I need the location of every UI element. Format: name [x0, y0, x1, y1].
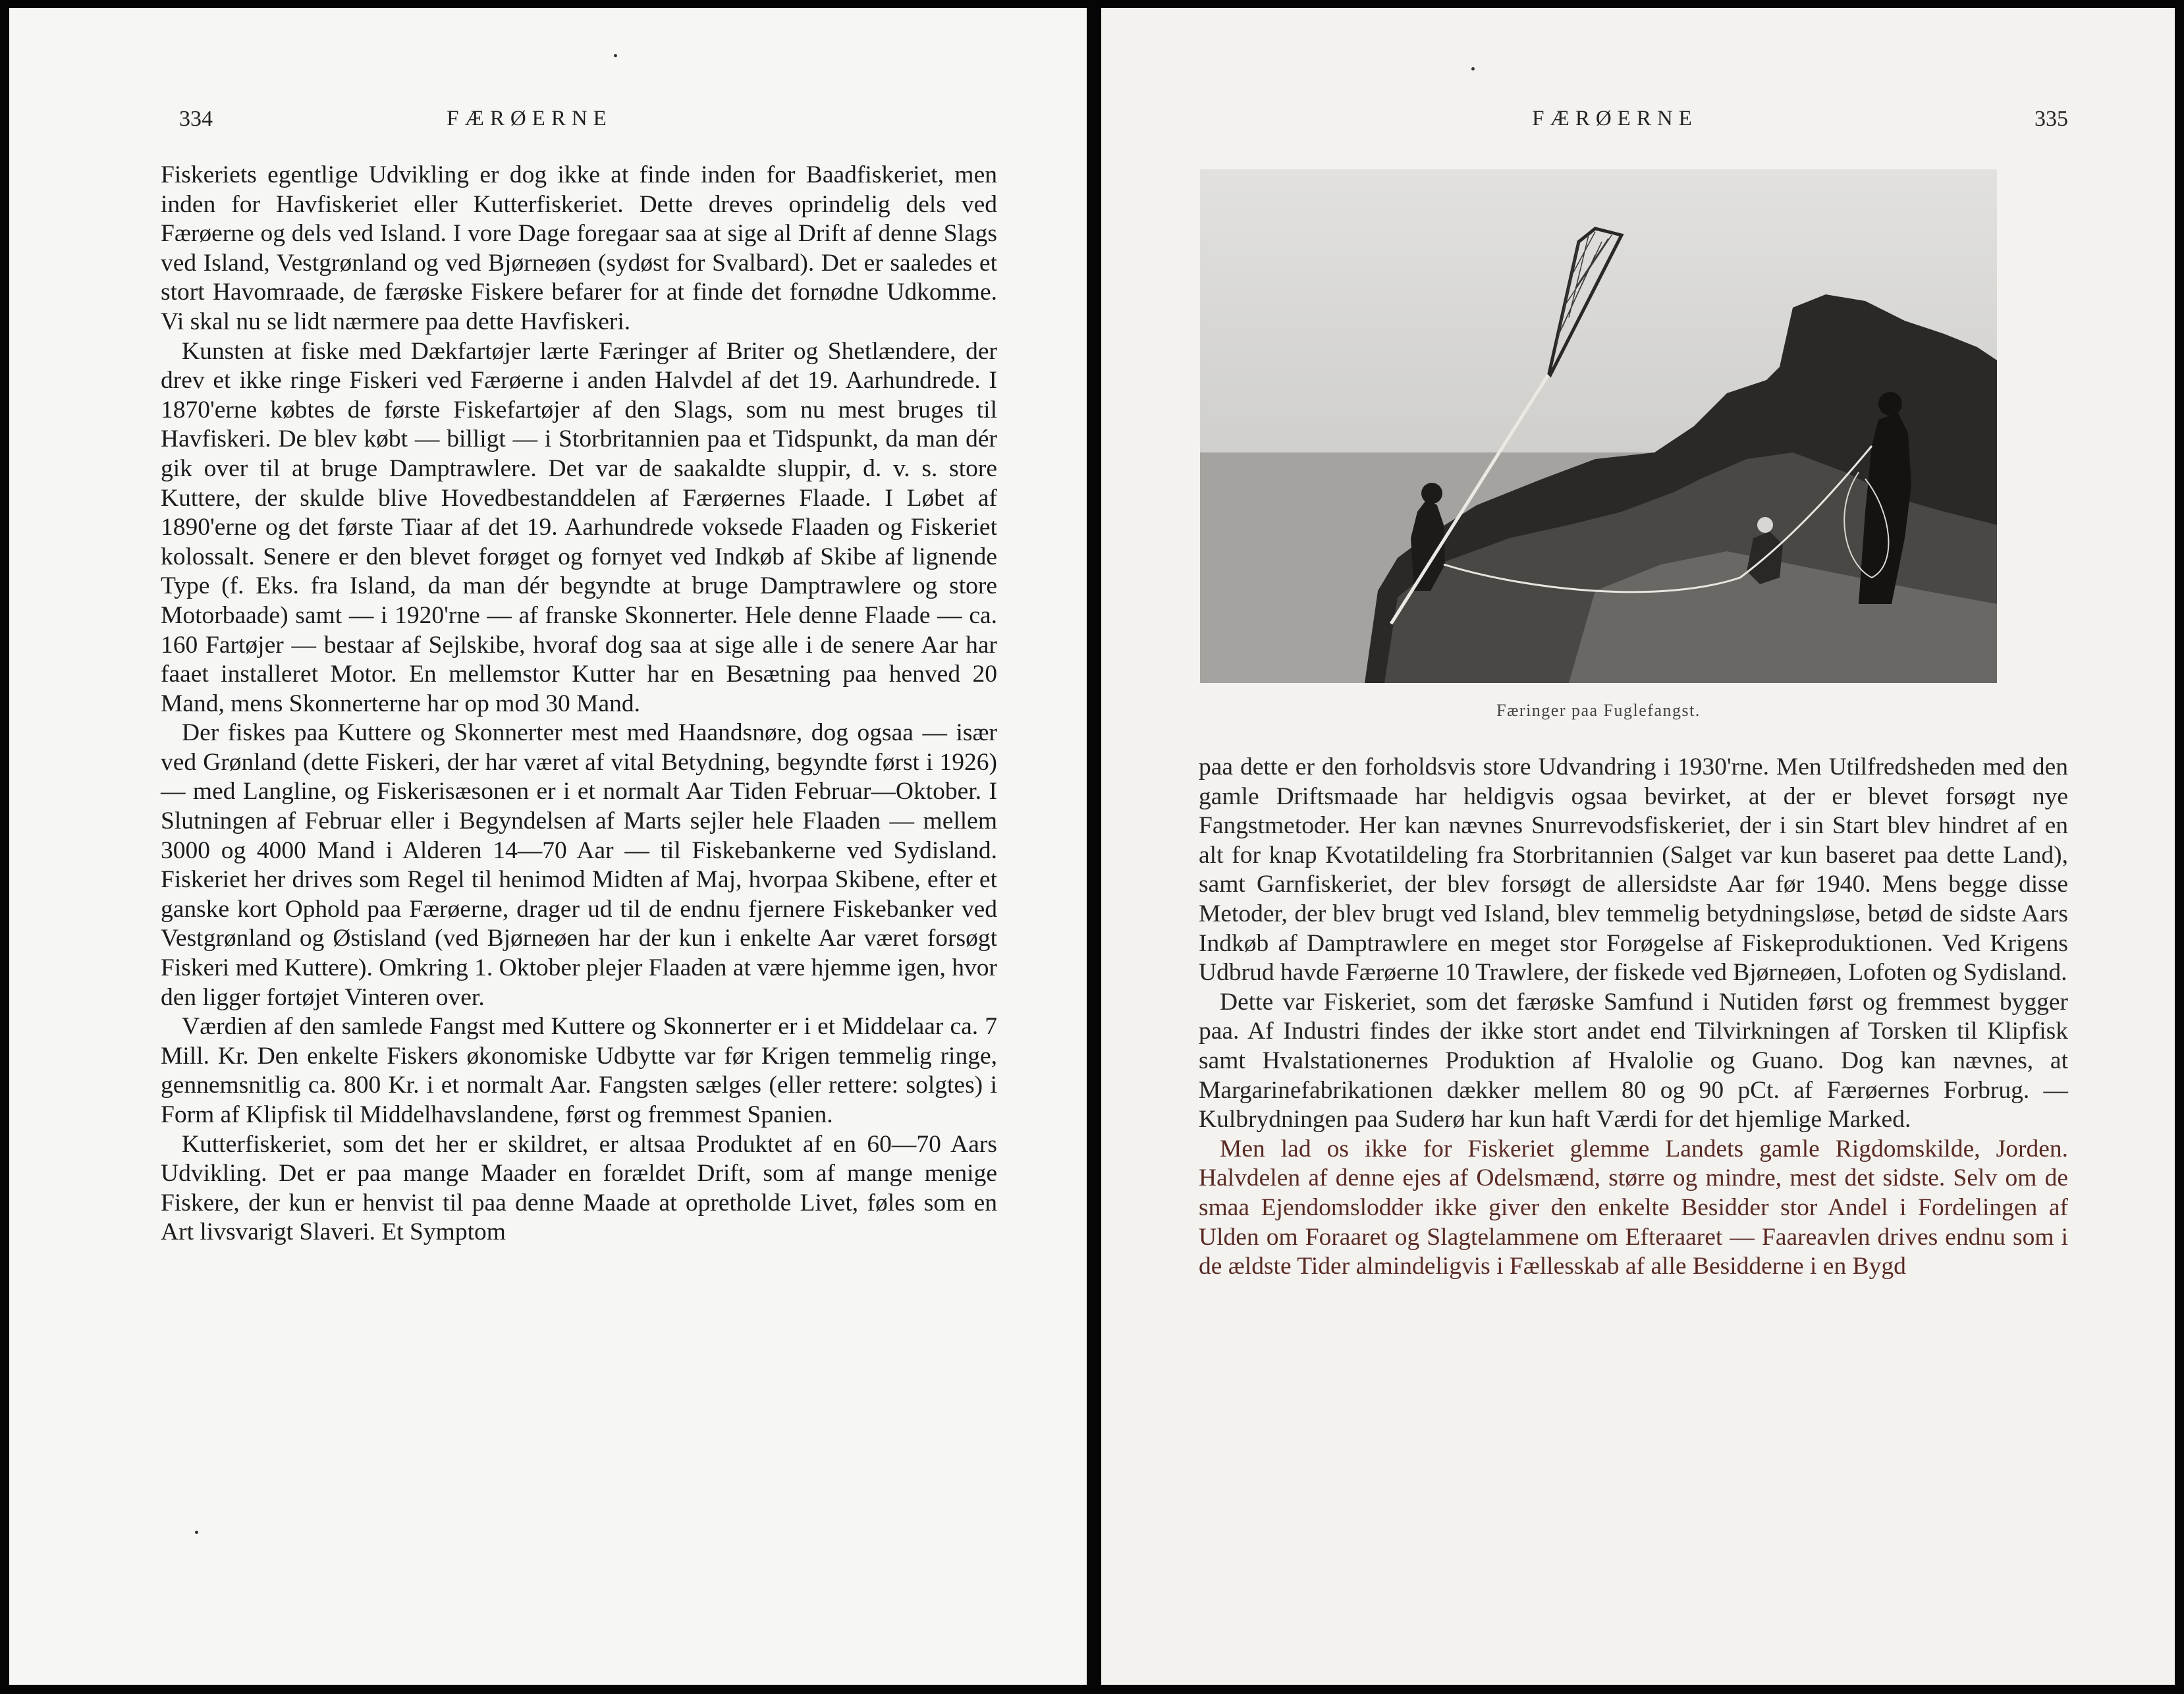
photo-caption: Færinger paa Fuglefangst. [1496, 701, 1701, 720]
paragraph: paa dette er den forholdsvis store Udvandring i 1930'rne. Men Utilfredsheden med den gamle Driftsmaade har heldigvis ogsaa bevirket, at der er blevet forsøgt nye Fangstmetoder. Her kan nævnes Snurrevodsfiskeriet, der i sin Start blev hindret af en alt for knap Kvotatildeling fra Storbritannien (Salget var kun baseret paa dette Land), samt Garnfiskeriet, der blev forsøgt de allersidste Aar før 1940. Mens begge disse Metoder, der blev brugt ved Island, blev temmelig betydningsløse, betød de sidste Aars Indkøb af Damptrawlere en meget stor Forøgelse af Fiskeproduktionen. Ved Krigens Udbrud havde Færøerne 10 Trawlere, der fiskede ved Bjørneøen, Lofoten og Sydisland. [1199, 753, 2068, 987]
paragraph: Fiskeriets egentlige Udvikling er dog ikke at finde inden for Baadfiskeriet, men inden for Havfiskeriet eller Kutterfiskeriet. Dette dreves oprindelig dels ved Færøerne og dels ved Island. I vore Dage foregaar saa at sige al Drift af denne Slags ved Island, Vestgrønland og ved Bjørneøen (sydøst for Svalbard). Det er saaledes et stort Havomraade, de færøske Fiskere befarer for at finde det fornødne Udkomme. Vi skal nu se lidt nærmere paa dette Havfiskeri. [161, 161, 997, 335]
speck [195, 1531, 198, 1534]
right-body-text [1199, 753, 2068, 1282]
left-running-head [9, 107, 1087, 146]
paragraph: Værdien af den samlede Fangst med Kuttere og Skonnerter er i et Middelaar ca. 7 Mill. Kr. Den enkelte Fiskers økonomiske Udbytte var før Krigen temmelig ringe, gennemsnitlig ca. 800 Kr. i et normalt Aar. Fangsten sælges (eller rettere: solgtes) i Form af Klipfisk til Middelhavslandene, først og fremmest Spanien. [161, 1013, 997, 1128]
page-number: 335 [2034, 107, 2068, 131]
running-title: FÆRØERNE [447, 107, 613, 130]
paragraph: Kunsten at fiske med Dækfartøjer lærte Færinger af Briter og Shetlændere, der drev et ikke ringe Fiskeri ved Færøerne i anden Halvdel af det 19. Aarhundrede. I 1870'erne købtes de første Fiskefartøjer af den Slags, som nu mest bruges til Havfiskeri. De blev købt — billigt — i Storbritannien paa et Tidspunkt, da man dér gik over til at bruge Damptrawlere. Det var de saakaldte sluppir, d. v. s. store Kuttere, der skulde blive Hovedbestanddelen af Færøernes Flaade. I Løbet af 1890'erne og det første Tiaar af det 19. Aarhundrede voksede Flaaden og Fiskeriet kolossalt. Senere er den blevet forøget og fornyet ved Indkøb af Skibe af lignende Type (f. Eks. fra Island, da man dér begyndte at bruge Damptrawlere og store Motorbaade) samt — i 1920'rne — af franske Skonnerter. Hele denne Flaade — ca. 160 Fartøjer — bestaar af Sejlskibe, hvoraf dog saa at sige alle i de senere Aar har faaet installeret Motor. En mellemstor Kutter har en Besætning paa henved 20 Mand, mens Skonnerterne har op mod 30 Mand. [161, 337, 997, 717]
photo-illustration [1200, 169, 1997, 683]
left-body-text [161, 161, 997, 1247]
speck [1471, 67, 1475, 70]
paragraph: Kutterfiskeriet, som det her er skildret, er altsaa Produktet af en 60—70 Aars Udvikling. Det er paa mange Maader en forældet Drift, som af mange menige Fiskere, der kun er henvist til paa denne Maade at opretholde Livet, føles som en Art livsvarigt Slaveri. Et Symptom [161, 1130, 997, 1246]
left-page [9, 8, 1087, 1685]
right-page [1101, 8, 2175, 1685]
paragraph: Der fiskes paa Kuttere og Skonnerter mest med Haandsnøre, dog ogsaa — især ved Grønland (dette Fiskeri, der har været af vital Betydning, begyndte først i 1926) — med Langline, og Fiskerisæsonen er i et normalt Aar Tiden Februar—Oktober. I Slutningen af Februar eller i Begyndelsen af Marts sejler hele Flaaden — mellem 3000 og 4000 Mand i Alderen 14—70 Aar — til Fiskebankerne ved Sydisland. Fiskeriet her drives som Regel til henimod Midten af Maj, hvorpaa Skibene, efter et ganske kort Ophold paa Færøerne, drager ud til de endnu fjernere Fiskebanker ved Vestgrønland og Østisland (ved Bjørneøen har der kun i enkelte Aar været forsøgt Fiskeri med Kuttere). Omkring 1. Oktober plejer Flaaden at være hjemme igen, hvor den ligger fortøjet Vinteren over. [161, 719, 997, 1011]
speck [614, 54, 617, 57]
running-title: FÆRØERNE [1532, 107, 1698, 130]
page-number: 334 [179, 107, 213, 131]
right-running-head [1101, 107, 2175, 146]
paragraph: Dette var Fiskeriet, som det færøske Samfund i Nutiden først og fremmest bygger paa. Af Industri findes der ikke stort andet end Tilvirkningen af Torsken til Klipfisk samt Hvalstationernes Produktion af Hvalolie og Guano. Dog kan nævnes, at Margarinefabrikationen dækker mellem 80 og 90 pCt. af Færøernes Forbrug. — Kulbrydningen paa Suderø har kun haft Værdi for det hjemlige Marked. [1199, 988, 2068, 1134]
paragraph: Men lad os ikke for Fiskeriet glemme Landets gamle Rigdomskilde, Jorden. Halvdelen af denne ejes af Odelsmænd, større og mindre, mest det sidste. Selv om de smaa Ejendomslodder ikke giver den enkelte Besidder stor Andel i Fordelingen af Ulden om Foraaret og Slagtelammene om Efteraaret — Faareavlen drives endnu som i de ældste Tider almindeligvis i Fællesskab af alle Besidderne i en Bygd [1199, 1135, 2068, 1280]
photo-bird-catching [1200, 169, 1997, 683]
